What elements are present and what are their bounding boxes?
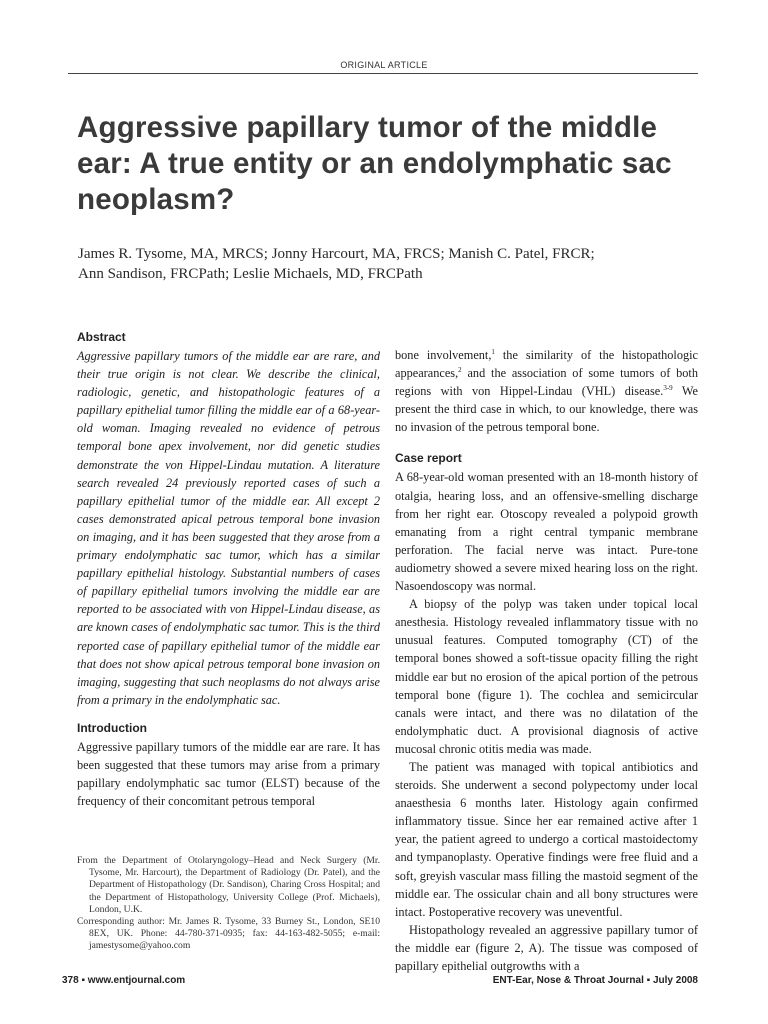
left-column <box>77 330 380 810</box>
introduction-continued <box>395 346 698 436</box>
abstract-heading: Abstract <box>77 330 126 344</box>
footer-page-url: 378 ▪ www.entjournal.com <box>62 975 186 986</box>
intro-cont-a: bone involvement, <box>395 348 492 362</box>
affiliations <box>77 855 380 953</box>
right-column <box>395 346 698 975</box>
footer-journal: ENT-Ear, Nose & Throat Journal ▪ July 2008 <box>492 975 698 986</box>
case-report-paragraph-1: A 68-year-old woman presented with an 18-month history of otalgia, hearing loss, and an offensive-smelling discharge from her right ear. Otoscopy revealed a polypoid growth emanating from a right central tympanic membrane perforation. The facial nerve was intact. Pure-tone audiometry showed a severe mixed hearing loss on the right. Nasoendoscopy was normal. <box>395 470 698 594</box>
citation-1: 1 <box>491 347 495 356</box>
header-rule <box>68 73 698 74</box>
case-report-paragraph-2: A biopsy of the polyp was taken under topical local anesthesia. Histology revealed inflammatory tissue with no unusual features. Computed tomography (CT) of the temporal bones showed a soft-tissue opacity filling the right middle ear but no erosion of the apical portion of the petrous temporal bone (figure 1). The cochlea and semicircular canals were intact, and there was no dilatation of the endolymphatic duct. A provisional diagnosis of active mucosal chronic otitis media was made. <box>395 597 698 756</box>
citation-3-9: 3-9 <box>663 384 673 393</box>
introduction-text: Aggressive papillary tumors of the middle ear are rare. It has been suggested that these tumors may arise from a primary papillary endolymphatic sac tumor (ELST) because of the frequency of their concomitant petrous temporal <box>77 739 380 809</box>
section-label: ORIGINAL ARTICLE <box>340 60 428 70</box>
citation-2: 2 <box>458 366 462 374</box>
author-list <box>78 244 708 284</box>
case-report-paragraph-4: Histopathology revealed an aggressive papillary tumor of the middle ear (figure 2, A). The tissue was composed of papillary epithelial outgrowths with a <box>395 922 698 973</box>
case-report-heading: Case report <box>395 451 462 466</box>
affiliation-from: From the Department of Otolaryngology–Head and Neck Surgery (Mr. Tysome, Mr. Harcourt), the Department of Radiology (Dr. Patel), and the Department of Histopathology (Dr. Sandison), Charing Cross Hospital; and the Department of Histopathology, University College (Prof. Michaels), London, U.K. <box>77 855 380 915</box>
intro-cont-b: the similarity of the histopathologic appearances, <box>395 348 698 381</box>
intro-cont-d: We present the third case in which, to our knowledge, there was no invasion of the petrous temporal bone. <box>395 384 698 435</box>
abstract-text: Aggressive papillary tumors of the middle ear are rare, and their true origin is not clear. We describe the clinical, radiologic, genetic, and histopathologic features of a papillary epithelial tumor filling the middle ear of a 68-year-old woman. Imaging revealed no evidence of petrous temporal bone apex involvement, nor did genetic studies demonstrate the von Hippel-Lindau mutation. A literature search revealed 24 previously reported cases of such a papillary epithelial tumor of the middle ear. All except 2 cases demonstrated apical petrous temporal bone invasion on imaging, and it has been suggested that they arose from a primary endolymphatic sac tumor, which has a similar papillary epithelial histology. Substantial numbers of cases of papillary epithelial tumors involving the middle ear are reported to be associated with von Hippel-Lindau disease, as are known cases of endolymphatic sac tumor. This is the third reported case of papillary epithelial tumor of the middle ear that does not show apical petrous temporal bone invasion on imaging, suggesting that such neoplasms do not always arise from a primary in the endolymphatic sac. <box>77 349 380 707</box>
intro-cont-c: and the association of some tumors of both regions with von Hippel-Lindau (VHL) disease. <box>395 366 698 399</box>
corresponding-author: Corresponding author: Mr. James R. Tysome, 33 Burney St., London, SE10 8EX, UK. Phone: 44-780-371-0935; fax: 44-163-482-5055; e-mail: jamestysome@yahoo.com <box>77 916 380 952</box>
authors-line-1: James R. Tysome, MA, MRCS; Jonny Harcourt, MA, FRCS; Manish C. Patel, FRCR; <box>78 246 595 262</box>
case-report-paragraph-3: The patient was managed with topical antibiotics and steroids. She underwent a second polypectomy under local anaesthesia 6 months later. Histology again confirmed inflammatory tissue. Since her ear remained active after 1 year, the patient agreed to undergo a cortical mastoidectomy and tympanoplasty. Operative findings were free fluid and a soft, greyish vascular mass filling the mastoid segment of the middle ear. The ossicular chain and all bony structures were intact. Postoperative recovery was uneventful. <box>395 759 698 919</box>
introduction-heading: Introduction <box>77 720 147 735</box>
article-title: Aggressive papillary tumor of the middle ear: A true entity or an endolymphatic sac neoplasm? <box>77 111 672 216</box>
authors-line-2: Ann Sandison, FRCPath; Leslie Michaels, MD, FRCPath <box>78 266 423 282</box>
